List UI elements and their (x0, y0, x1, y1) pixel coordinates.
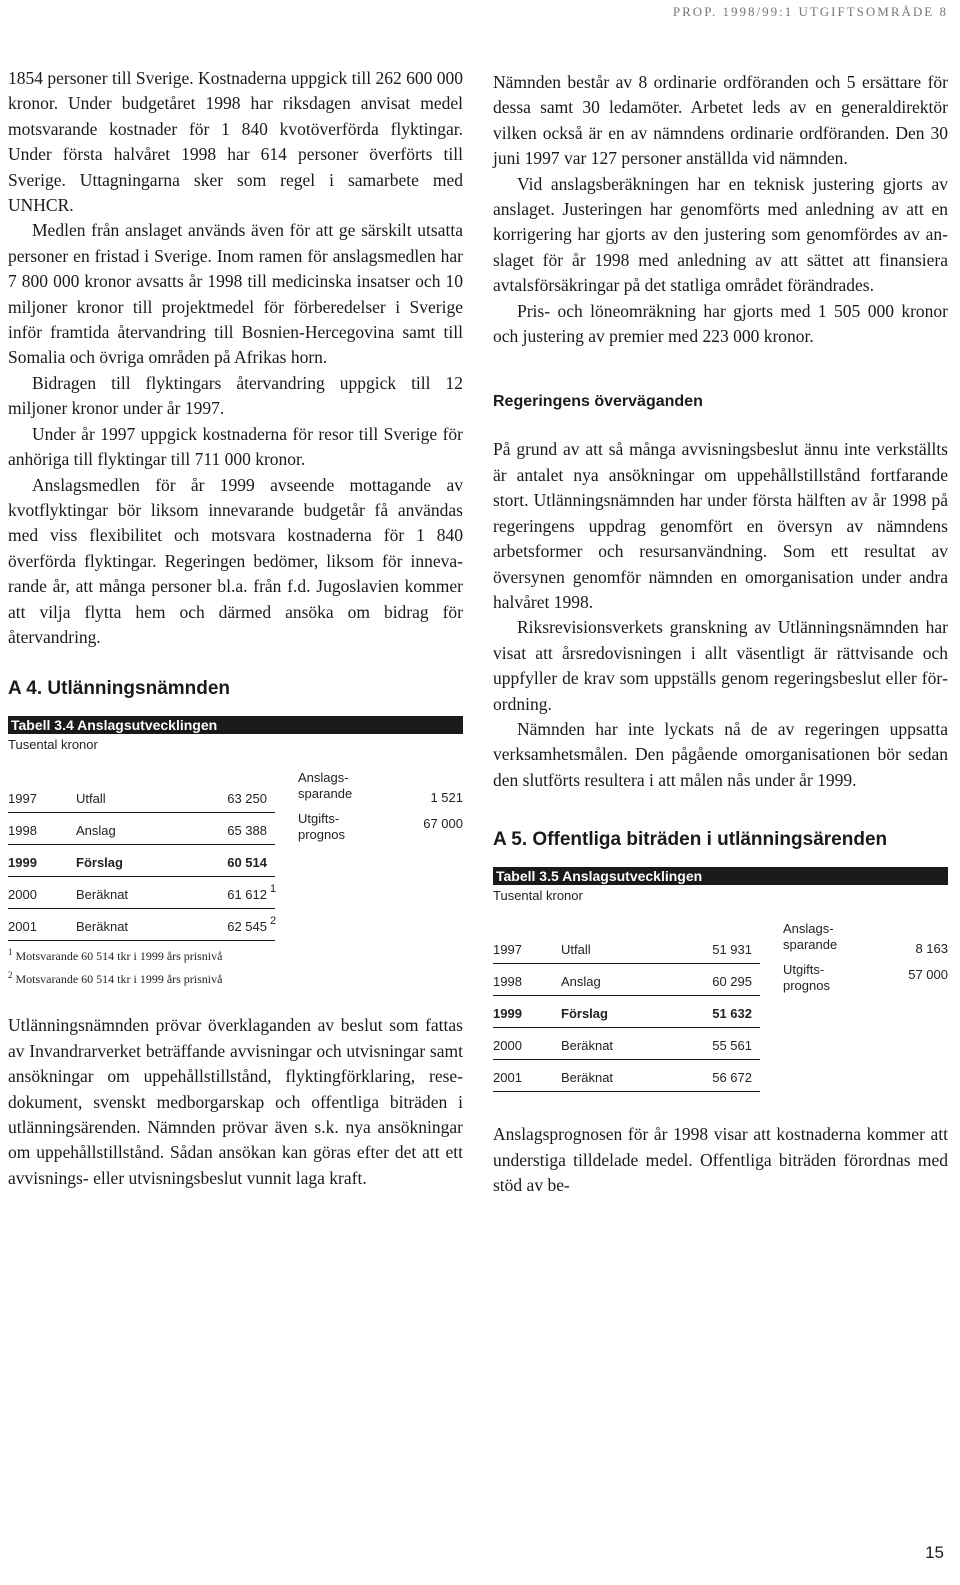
paragraph: Medlen från anslaget används även för att ge särskilt utsatta personer en fristad i Sverige. Inom ramen för anslagsmedlen har 7 800 000 kronor avsatts år 1998 till medicinska insatser och 10 miljoner kronor till projektmedel för förberedelser i Sverige inför framtida återvandring till Bosnien-Hercegovina samt till Somalia och övriga områden på Afrikas horn. (8, 220, 463, 368)
table-row (493, 915, 760, 963)
table-unit: Tusental kronor (8, 737, 98, 753)
table-title: Tabell 3.5 Anslagsutvecklingen (493, 867, 948, 885)
row-label: Beräknat (76, 887, 129, 903)
row-value: 51 931 (712, 942, 752, 958)
side-label: prognos (783, 978, 830, 994)
side-label: Utgifts- (298, 811, 340, 827)
paragraph: Utlänningsnämnden prövar överklaganden av beslut som fattas av Invandrarverket beträffande avvisningar och utvisningar samt ansökningar om uppehållstillstånd, flyktingförklaring, resedokument, svenskt medborgarskap och offentliga biträden i utlänningsärenden. Nämnden prövar även s.k. nya ansökningar om uppehållstillstånd. Sådan ansökan kan göras efter det att ett avvisnings- eller utvisningsbeslut vunnit laga kraft. (8, 1015, 463, 1188)
row-value: 62 545 (227, 919, 267, 935)
footnote-mark: 2 (8, 970, 13, 981)
paragraph: Nämnden har inte lyckats nå de av regeringen uppsatta verksamhetsmålen. Den pågående omorganisationen bör sedan den slutförts resultera i att målen nås under år 1999. (493, 718, 948, 790)
row-year: 1997 (8, 791, 37, 807)
row-year: 2000 (493, 1038, 522, 1054)
side-value: 57 000 (908, 967, 948, 983)
row-year: 1999 (493, 1006, 522, 1022)
paragraph: Anslagsmedlen för år 1999 avseende mottagande av kvotflyktingar bör liksom innevarande budgetår få användas med viss flexibilitet och motsvara kostnaderna för 1 840 överförda flyktingar. Regeringen bedömer, liksom för innevarande år, att många personer bl.a. från f.d. Jugoslavien kommer att vilja flytta hem och därmed ansöka om bidrag för återvandring. (8, 474, 463, 647)
paragraph: Vid anslagsberäkningen har en teknisk justering gjorts av anslaget. Justeringen har genomförts med anledning av att en korrigering har gjorts av den justering som genomfördes av anslaget för år 1998 med anledning av att sättet att finansiera avtalsförsäkringar på det statliga området förändrades. (493, 173, 948, 296)
side-label: sparande (783, 937, 838, 953)
row-label: Förslag (561, 1006, 608, 1022)
paragraph: Anslagsprognosen för år 1998 visar att kostnaderna kommer att understiga tilldelade medel. Offentliga biträden förordnas med stöd av be- (493, 1124, 948, 1195)
side-label: sparande (298, 786, 353, 802)
row-label: Utfall (76, 791, 106, 807)
table-title: Tabell 3.4 Anslagsutvecklingen (8, 716, 463, 734)
table-body (8, 764, 463, 941)
row-year: 2001 (8, 919, 37, 935)
row-value: 55 561 (712, 1038, 752, 1054)
row-year: 2000 (8, 887, 37, 903)
side-label: Anslags- (298, 770, 349, 786)
table-row (493, 963, 760, 995)
row-value: 65 388 (227, 823, 267, 839)
footnote-text: Motsvarande 60 514 tkr i 1999 års prisnivå (15, 949, 223, 964)
side-cell-utgiftsprognos (783, 962, 948, 994)
side-label: Utgifts- (783, 962, 825, 978)
table-row (493, 1027, 760, 1059)
row-footnote-mark: 2 (270, 915, 277, 928)
table-3-5 (493, 867, 948, 1092)
left-column (8, 66, 463, 1191)
table-row (8, 812, 275, 844)
page-number: 15 (925, 1543, 944, 1562)
table-body (493, 915, 948, 1092)
row-year: 2001 (493, 1070, 522, 1086)
side-value: 67 000 (423, 816, 463, 832)
right-column (493, 70, 948, 1198)
paragraph: Bidragen till flyktingars återvandring uppgick till 12 miljoner kronor under år 1997. (8, 372, 463, 419)
row-label: Anslag (76, 823, 116, 839)
paragraph: Nämnden består av 8 ordinarie ordföranden och 5 ersättare för dessa samt 30 ledamöter. Arbetet leds av en generaldirektör vilken också är en av nämndens ordinarie ordföranden. Den 30 juni 1997 var 127 personer anställda vid nämnden. (493, 72, 948, 169)
row-value: 61 612 (227, 887, 267, 903)
paragraph: Under år 1997 uppgick kostnaderna för resor till Sverige för anhöriga till flyktingar till 711 000 kronor. (8, 423, 463, 470)
table-3-4 (8, 716, 463, 987)
row-value: 51 632 (712, 1006, 752, 1022)
table-row (493, 1059, 760, 1092)
table-row (493, 995, 760, 1027)
table-row (8, 844, 275, 876)
side-label: prognos (298, 827, 345, 843)
section-heading-a4: A 4. Utlänningsnämnden (8, 678, 231, 700)
table-footnote (8, 947, 463, 964)
row-value: 60 514 (227, 855, 267, 871)
section-heading-a5: A 5. Offentliga biträden i utlänningsärenden (493, 829, 888, 851)
row-value: 63 250 (227, 791, 267, 807)
row-year: 1998 (8, 823, 37, 839)
table-row (8, 764, 275, 812)
row-label: Anslag (561, 974, 601, 990)
paragraph: 1854 personer till Sverige. Kostnaderna uppgick till 262 600 000 kronor. Under budgetåret 1998 har riksdagen anvisat medel motsvarande kostnader för 1 840 kvotöverförda flyktingar. Under första halvåret 1998 har 614 personer överförts till Sverige. Uttagningarna sker som regel i samarbete med UNHCR. (8, 68, 463, 216)
row-footnote-mark: 1 (270, 883, 277, 896)
side-value: 1 521 (430, 790, 463, 806)
row-value: 56 672 (712, 1070, 752, 1086)
side-label: Anslags- (783, 921, 834, 937)
row-value: 60 295 (712, 974, 752, 990)
table-footnote (8, 970, 463, 987)
paragraph: Riksrevisionsverkets granskning av Utlänningsnämnden har visat att årsredovisningen i allt väsentligt är rättvisande och uppfyller de krav som uppställs genom regeringsbeslut eller förordning. (493, 617, 948, 714)
row-year: 1998 (493, 974, 522, 990)
row-label: Utfall (561, 942, 591, 958)
row-year: 1999 (8, 855, 37, 871)
side-cell-anslagssparande (783, 921, 948, 957)
row-year: 1997 (493, 942, 522, 958)
side-cell-anslagssparande (298, 770, 463, 806)
paragraph: Pris- och löneomräkning har gjorts med 1 505 000 kronor och justering av premier med 223 000 kronor. (493, 300, 948, 347)
row-label: Förslag (76, 855, 123, 871)
running-header: PROP. 1998/99:1 UTGIFTSOMRÅDE 8 (672, 4, 948, 19)
row-label: Beräknat (561, 1070, 614, 1086)
footnote-mark: 1 (8, 947, 13, 958)
row-label: Beräknat (76, 919, 129, 935)
table-row (8, 876, 275, 908)
side-value: 8 163 (915, 941, 948, 957)
sub-heading: Regeringens överväganden (493, 393, 703, 411)
table-row (8, 908, 275, 941)
paragraph: På grund av att så många avvisningsbeslut ännu inte verkställts är antalet nya ansökningar om uppehållstillstånd fortfarande stort. Utlänningsnämnden har under första hälften av år 1998 på regeringens uppdrag genomfört en översyn av nämndens arbetsformer och resursanvändning. Som ett resultat av översynen genomför nämnden en omorganisation under andra halvåret 1998. (493, 439, 948, 612)
row-label: Beräknat (561, 1038, 614, 1054)
side-cell-utgiftsprognos (298, 811, 463, 843)
table-unit: Tusental kronor (493, 888, 583, 904)
footnote-text: Motsvarande 60 514 tkr i 1999 års prisnivå (15, 972, 223, 987)
